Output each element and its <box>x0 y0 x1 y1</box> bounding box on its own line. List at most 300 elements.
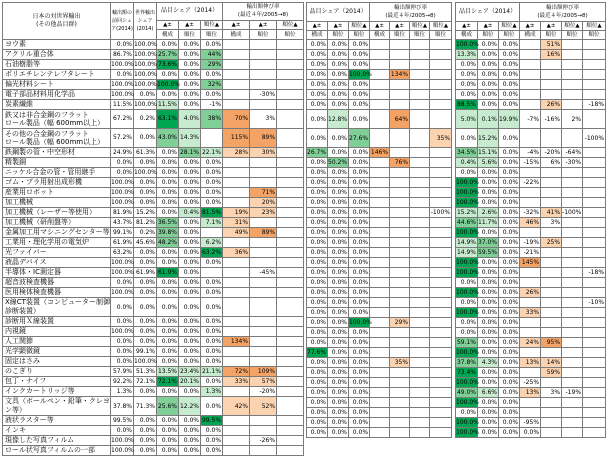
p3-cell: 0.0% <box>499 298 520 308</box>
p3-cell <box>562 258 583 268</box>
p2-cell: 0.0% <box>307 80 328 90</box>
cell-c: 48.2% <box>157 239 177 246</box>
p3-cell <box>562 428 583 438</box>
p2-cell <box>390 60 410 70</box>
p3-cell: 0.0% <box>499 358 520 368</box>
p2-cell <box>370 218 390 228</box>
cell-e: 81.5% <box>201 209 222 216</box>
panel-3 <box>455 2 606 438</box>
cell-a: 57.2% <box>111 129 134 148</box>
p2-cell <box>390 298 410 308</box>
p2-cell <box>390 388 410 398</box>
p2-cell <box>390 129 410 148</box>
cell-e <box>201 268 223 278</box>
table-row <box>307 388 452 398</box>
cell-g <box>277 70 304 80</box>
table-row <box>307 428 452 438</box>
table-row <box>307 70 452 80</box>
p2-cell <box>410 348 430 358</box>
cell-a: 43.7% <box>111 218 134 228</box>
p3-cell <box>562 378 583 388</box>
cell-e <box>201 129 223 148</box>
p3-cell: 0.0% <box>499 168 520 178</box>
p2-cell: 0.0% <box>307 428 328 438</box>
p3-cell <box>541 348 562 358</box>
p2-cell <box>430 188 452 198</box>
p3-cell: -4% <box>520 148 541 158</box>
cell-g <box>250 158 277 168</box>
p3-cell <box>583 428 606 438</box>
cell-f <box>223 70 250 80</box>
cell-b: 100.0% <box>134 169 157 176</box>
table-row <box>3 218 304 228</box>
p2-cell: 0.0% <box>328 308 349 318</box>
p3-cell: 0.0% <box>478 100 499 110</box>
p2-cell <box>370 278 390 288</box>
p3-cell: 0.0% <box>456 129 478 148</box>
cell-e: 0.0% <box>201 178 223 188</box>
table-row <box>456 218 606 228</box>
p3-cell: 100.0% <box>456 399 479 406</box>
p3-cell: 0.0% <box>478 288 499 298</box>
p2-cell: 0.0% <box>349 248 370 258</box>
mark2: ▲± <box>179 20 201 30</box>
p3-cell <box>541 60 562 70</box>
cell-g <box>277 168 304 178</box>
p2-cell <box>370 308 390 318</box>
p2-cell: 0.0% <box>328 388 349 398</box>
p3-m4: ▲± <box>520 22 541 31</box>
cell-d: 0.0% <box>179 298 201 317</box>
row-label: 鉄鋼製の管・中空形材 <box>3 148 111 158</box>
p2-cell: 0.0% <box>349 148 370 158</box>
p2-cell <box>410 248 430 258</box>
cell-e: 0.0% <box>201 446 223 456</box>
row-label: ロール状写真フィルムの一部 <box>3 446 111 456</box>
p2-cell: 0.0% <box>328 148 349 158</box>
cell-a: 0.0% <box>111 168 134 178</box>
cell-b: 0.0% <box>134 327 157 337</box>
p3-cell <box>541 258 562 268</box>
table-row <box>307 288 452 298</box>
cell-g <box>277 446 304 456</box>
cell-b: 0.0% <box>134 129 157 148</box>
p3-cell <box>562 288 583 298</box>
p2-m4: ▲± <box>370 22 390 31</box>
cell-b: 0.0% <box>134 416 157 426</box>
p2-cell <box>430 308 452 318</box>
cell-g: 57% <box>250 377 277 387</box>
p3-cell: 0.0% <box>456 70 478 80</box>
p2-cell: 0.0% <box>307 268 328 278</box>
cell-f: 36% <box>223 248 250 258</box>
row-label: のこぎり <box>3 367 111 377</box>
p3-cell <box>562 70 583 80</box>
p2-cell: 0.0% <box>307 50 328 60</box>
cell-c: 0.0% <box>157 208 179 218</box>
table-row <box>3 288 304 298</box>
sub-b: 順位 <box>179 30 201 40</box>
table-row <box>307 408 452 418</box>
row-label: 石油樹脂等 <box>3 60 111 70</box>
p3-cell <box>583 328 606 338</box>
table-row <box>307 110 452 129</box>
cell-b: 0.0% <box>134 446 157 456</box>
p2-cell <box>390 238 410 248</box>
p3-cell <box>562 328 583 338</box>
table-row <box>3 158 304 168</box>
p2-cell <box>390 338 410 348</box>
table-row <box>307 348 452 358</box>
p2-cell <box>410 338 430 348</box>
p2-cell <box>410 50 430 60</box>
p3-cell: 0.4% <box>456 158 478 168</box>
p2-cell <box>430 158 452 168</box>
p3-cell: 0.0% <box>499 158 520 168</box>
p3-cell <box>541 228 562 238</box>
cell-f <box>223 178 250 188</box>
cell-e: 44% <box>201 50 223 60</box>
cell-g <box>277 148 304 158</box>
p3-cell <box>541 428 562 438</box>
cell-a: 0.0% <box>111 40 134 50</box>
cell-a: 0.0% <box>111 347 134 357</box>
cell-d: 0.0% <box>179 426 201 436</box>
p2-cell <box>410 228 430 238</box>
p2-cell <box>370 50 390 60</box>
cell-b: 0.0% <box>134 158 157 168</box>
p2-cell: 0.0% <box>328 178 349 188</box>
cell-g <box>250 446 277 456</box>
p2-cell <box>410 129 430 148</box>
table-row <box>307 248 452 258</box>
cell-a: 81.9% <box>111 208 134 218</box>
p2-cell: 0.0% <box>328 338 349 348</box>
cell-a: 0.0% <box>111 317 134 327</box>
p3-cell <box>562 298 583 308</box>
p2-cell <box>410 278 430 288</box>
p3-m6: 順位▲ <box>562 22 583 31</box>
cell-g <box>277 238 304 248</box>
p3-cell <box>583 368 606 378</box>
table-row <box>3 377 304 387</box>
p2-cell: 0.0% <box>349 208 370 218</box>
cell-b: 100.0% <box>134 71 157 78</box>
row-label: 加工機械（レーザー等使用） <box>3 208 111 218</box>
p2-cell <box>390 408 410 418</box>
p3-growth: 輸出額伸び率 (最近４年/2005→8) <box>520 3 606 22</box>
p2-cell <box>370 358 390 368</box>
p3-cell <box>520 60 541 70</box>
p2-cell: 0.0% <box>349 338 370 348</box>
row-label: 超音波検査機器 <box>3 278 111 288</box>
table-row <box>3 258 304 268</box>
cell-d: 0.0% <box>179 198 201 208</box>
p3-cell: 0.0% <box>499 318 520 328</box>
cell-c: 0.0% <box>157 347 179 357</box>
p3-cell: 0.0% <box>499 428 520 438</box>
cell-g <box>250 40 277 50</box>
cell-d: 0.0% <box>179 40 201 50</box>
cell-b: 61.9% <box>134 268 157 278</box>
cell-g <box>250 60 277 70</box>
p2-cell <box>410 258 430 268</box>
cell-c: 61.9% <box>157 269 177 276</box>
table-row <box>3 228 304 238</box>
p3-cell: 25% <box>541 238 562 248</box>
p3-cell: 0.0% <box>499 198 520 208</box>
table-row <box>307 328 452 338</box>
p2-cell: 0.0% <box>349 398 370 408</box>
p2-cell: 0.0% <box>328 238 349 248</box>
p3-cell <box>541 278 562 288</box>
p2-cell <box>370 228 390 238</box>
p3-cell <box>520 80 541 90</box>
table-row <box>456 378 606 388</box>
row-label: 電子部品材料用化学品 <box>3 90 111 100</box>
cell-c: 0.0% <box>157 40 179 50</box>
p2-cell <box>410 188 430 198</box>
table-row <box>3 70 304 80</box>
p2-cell: 0.0% <box>307 228 328 238</box>
row-label: 医用検体検査機器 <box>3 288 111 298</box>
cell-c: 0.0% <box>157 168 179 178</box>
p3-cell: 0.0% <box>456 328 478 338</box>
p3-cell: 13% <box>520 388 541 398</box>
cell-c: 25.7% <box>157 51 177 58</box>
p3-cell <box>520 278 541 288</box>
p2-cell <box>410 358 430 368</box>
cell-d: 0.0% <box>179 327 201 337</box>
cell-f <box>223 268 250 278</box>
cell-c: 0.0% <box>157 90 179 100</box>
cell-d: 0.0% <box>179 168 201 178</box>
p3-cell <box>583 218 606 228</box>
p2-cell: 0.0% <box>307 158 328 168</box>
cell-g: -45% <box>250 268 277 278</box>
p3-cell: 0.0% <box>478 188 499 198</box>
table-row <box>3 129 304 148</box>
cell-f <box>223 238 250 248</box>
p2-cell <box>430 268 452 278</box>
row-label: 産業用ロボット <box>3 188 111 198</box>
cell-c: 0.0% <box>157 446 179 456</box>
item-title-header: 日本の対世界輸出 (その他品目群) <box>3 3 111 40</box>
table-row <box>456 348 606 358</box>
cell-f <box>223 80 250 90</box>
cell-g: -26% <box>250 436 277 446</box>
cell-a: 1.3% <box>111 387 134 397</box>
cell-g <box>277 80 304 90</box>
p3-cell: -30% <box>562 158 583 168</box>
p3-cell: 88.5% <box>456 101 476 108</box>
p3-cell <box>562 129 583 148</box>
cell-e: 38% <box>201 110 223 129</box>
table-row <box>3 298 304 317</box>
p3-cell: 0.0% <box>478 70 499 80</box>
p3-cell: 0.0% <box>478 378 499 388</box>
p2-cell: 35% <box>430 129 452 148</box>
cell-d: 4.0% <box>179 110 201 129</box>
cell-a: 100.0% <box>111 328 134 335</box>
cell-g <box>250 258 277 268</box>
cell-g <box>250 178 277 188</box>
table-row <box>3 188 304 198</box>
p3-cell: 26% <box>541 100 562 110</box>
p3-cell <box>541 408 562 418</box>
p3-cell <box>583 198 606 208</box>
p2-m1: ▲± <box>307 22 328 31</box>
p3-cell <box>520 100 541 110</box>
sub-a: 構成 <box>157 30 179 40</box>
table-row <box>307 80 452 90</box>
table-row <box>3 248 304 258</box>
p2-cell: 76% <box>390 158 410 168</box>
cell-e: 0.0% <box>201 357 223 367</box>
table-row <box>3 387 304 397</box>
cell-a: 37.8% <box>111 397 134 416</box>
cell-f: 115% <box>223 129 250 148</box>
p3-cell: 14.9% <box>456 239 476 246</box>
p3-cell: 0.0% <box>478 318 499 328</box>
table-row <box>307 418 452 428</box>
cell-g <box>277 278 304 288</box>
cell-g <box>277 377 304 387</box>
table-row <box>307 50 452 60</box>
p2-cell <box>430 418 452 428</box>
cell-d: 0.0% <box>179 70 201 80</box>
p2-cell <box>370 418 390 428</box>
cell-d: 0.0% <box>179 178 201 188</box>
p3-cell <box>541 80 562 90</box>
p2-cell <box>390 178 410 188</box>
p2-cell <box>410 218 430 228</box>
p2-cell <box>390 148 410 158</box>
p3-cell: 5.0% <box>456 110 478 129</box>
p3-cell <box>583 90 606 100</box>
p3-s7: 順位 <box>583 31 606 40</box>
p3-cell <box>562 348 583 358</box>
cell-e: 7.1% <box>201 218 223 228</box>
cell-g <box>277 100 304 110</box>
cell-e: 0.0% <box>201 158 223 168</box>
table-row <box>456 428 606 438</box>
cell-g: 89% <box>250 129 277 148</box>
row-label: アクリル重合体 <box>3 50 111 60</box>
p2-cell <box>410 80 430 90</box>
cell-g <box>250 337 277 347</box>
p3-cell: 0.0% <box>499 278 520 288</box>
cell-g <box>250 347 277 357</box>
cell-d: 0.0% <box>179 357 201 367</box>
cell-c: 0.0% <box>157 298 179 317</box>
cell-b: 0.2% <box>134 110 157 129</box>
cell-e: 32% <box>201 80 223 90</box>
row-label: 工業用・理化学用の電気炉 <box>3 238 111 248</box>
cell-a: 0.0% <box>111 278 134 288</box>
p3-cell: 0.0% <box>478 278 499 288</box>
p2-cell <box>390 418 410 428</box>
p3-cell: 33% <box>520 308 541 318</box>
table-row <box>307 278 452 288</box>
p3-cell: 100.0% <box>456 189 479 196</box>
p2-cell: 0.0% <box>349 178 370 188</box>
p3-m1: ▲± <box>456 22 478 31</box>
cell-a: 100.0% <box>111 199 134 206</box>
p2-cell: 0.0% <box>349 80 370 90</box>
cell-g <box>277 337 304 347</box>
p3-cell <box>583 278 606 288</box>
table-row <box>307 358 452 368</box>
cell-f <box>223 387 250 397</box>
p3-cell: 49.0% <box>456 389 476 396</box>
p2-cell: 0.0% <box>349 60 370 70</box>
cell-c: 0.0% <box>157 258 179 268</box>
cell-g: 3% <box>250 110 277 129</box>
p3-cell <box>583 178 606 188</box>
cell-f: 33% <box>223 377 250 387</box>
table-row <box>456 100 606 110</box>
p2-cell <box>410 168 430 178</box>
p3-cell <box>562 40 583 50</box>
p3-cell: 0.0% <box>478 268 499 278</box>
cell-f <box>223 288 250 298</box>
cell-b: 15.2% <box>134 208 157 218</box>
p2-cell <box>430 408 452 418</box>
p3-cell <box>562 60 583 70</box>
cell-e: 6.2% <box>201 238 223 248</box>
p3-cell <box>520 408 541 418</box>
p2-cell <box>370 100 390 110</box>
p3-cell: 0.0% <box>520 428 541 438</box>
p2-cell: 0.0% <box>307 60 328 70</box>
p2-cell: 0.0% <box>328 348 349 358</box>
p2-cell: 0.0% <box>307 40 328 50</box>
cell-a: 100.0% <box>111 259 134 266</box>
p3-cell: 0.0% <box>499 188 520 198</box>
p2-cell: 0.0% <box>349 308 370 318</box>
cell-a: 100.0% <box>111 289 134 296</box>
p3-cell: 0.0% <box>478 348 499 358</box>
p3-cell <box>562 338 583 348</box>
table-row <box>456 258 606 268</box>
p3-cell <box>562 50 583 60</box>
p2-cell <box>410 318 430 328</box>
p2-m2: ▲± <box>328 22 349 31</box>
row-label: 内視鏡 <box>3 327 111 337</box>
cell-g <box>250 238 277 248</box>
cell-d: 0.0% <box>179 158 201 168</box>
p2-cell: 0.0% <box>349 40 370 50</box>
p3-cell <box>520 348 541 358</box>
cell-b: 0.0% <box>134 178 157 188</box>
table-row <box>456 388 606 398</box>
p3-cell: 15.2% <box>478 129 499 148</box>
cell-f: 72% <box>223 367 250 377</box>
p3-cell: 0.0% <box>499 258 520 268</box>
p3-cell <box>583 40 606 50</box>
cell-b: 100.0% <box>134 61 157 68</box>
p2-cell: 0.0% <box>307 418 328 428</box>
p2-cell <box>410 110 430 129</box>
p3-cell: 15.1% <box>478 149 498 156</box>
cell-e: 0.0% <box>201 168 223 178</box>
p2-cell: -100% <box>430 209 451 216</box>
table-row <box>456 129 606 148</box>
p3-cell: 16% <box>541 50 562 60</box>
mark1: ▲± <box>157 20 179 30</box>
p3-cell: 37.8% <box>456 359 476 366</box>
